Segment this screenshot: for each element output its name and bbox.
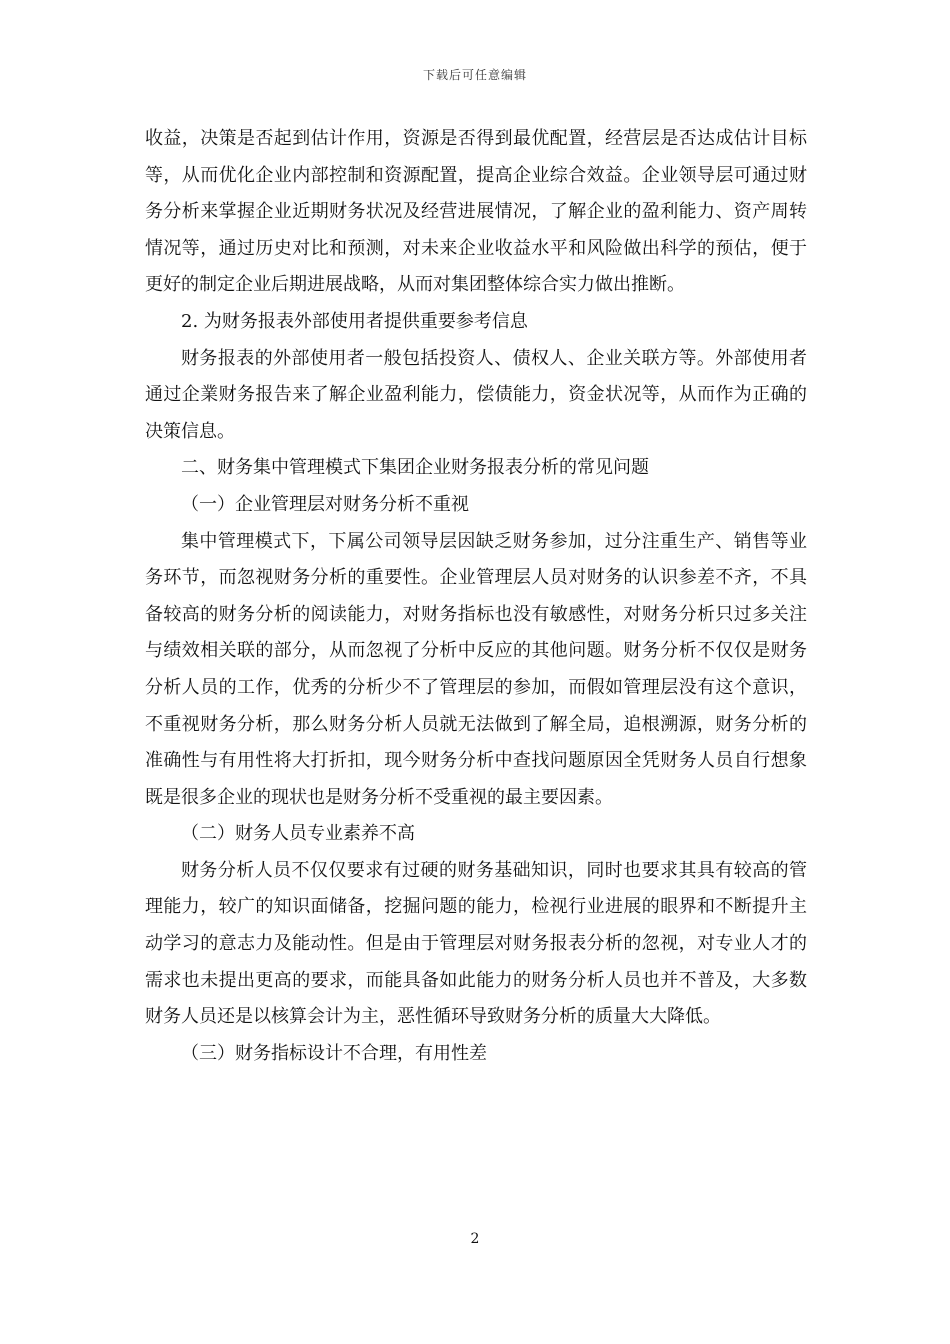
paragraph: 财务报表的外部使用者一般包括投资人、债权人、企业关联方等。外部使用者通过企業财务报告来了解企业盈利能力，偿债能力，资金状况等，从而作为正确的决策信息。 (145, 347, 807, 442)
subsection-heading: （一）企业管理层对财务分析不重视 (181, 493, 469, 515)
document-body (145, 121, 807, 1072)
subsection-heading: （二）财务人员专业素养不高 (181, 823, 415, 845)
page-number: 2 (470, 1231, 480, 1247)
section-heading: 二、财务集中管理模式下集团企业财务报表分析的常见问题 (181, 457, 649, 479)
subsection-heading: （三）财务指标设计不合理，有用性差 (181, 1042, 487, 1064)
paragraph: 财务分析人员不仅仅要求有过硬的财务基础知识，同时也要求其具有较高的管理能力，较广的知识面储备，挖掘问题的能力，检视行业进展的眼界和不断提升主动学习的意志力及能动性。但是由于管理层对财务报表分析的忽视，对专业人才的需求也未提出更高的要求，而能具备如此能力的财务分析人员也并不普及，大多数财务人员还是以核算会计为主，恶性循环导致财务分析的质量大大降低。 (145, 859, 807, 1028)
numbered-heading: 2. 为财务报表外部使用者提供重要参考信息 (181, 310, 528, 332)
paragraph: 集中管理模式下，下属公司领导层因缺乏财务参加，过分注重生产、销售等业务环节，而忽视财务分析的重要性。企业管理层人员对财务的认识参差不齐，不具备较高的财务分析的阅读能力，对财务指标也没有敏感性，对财务分析只过多关注与绩效相关联的部分，从而忽视了分析中反应的其他问题。财务分析不仅仅是财务分析人员的工作，优秀的分析少不了管理层的参加，而假如管理层没有这个意识，不重视财务分析，那么财务分析人员就无法做到了解全局，追根溯源，财务分析的准确性与有用性将大打折扣，现今财务分析中查找问题原因全凭财务人员自行想象既是很多企业的现状也是财务分析不受重视的最主要因素。 (145, 530, 807, 808)
page-header: 下载后可任意编辑 (422, 68, 527, 82)
paragraph-continuation: 收益，决策是否起到估计作用，资源是否得到最优配置，经营层是否达成估计目标等，从而优化企业内部控制和资源配置，提高企业综合效益。企业领导层可通过财务分析来掌握企业近期财务状况及经营进展情况，了解企业的盈利能力、资产周转情况等，通过历史对比和预测，对未来企业收益水平和风险做出科学的预估，便于更好的制定企业后期进展战略，从而对集团整体综合实力做出推断。 (145, 128, 807, 296)
